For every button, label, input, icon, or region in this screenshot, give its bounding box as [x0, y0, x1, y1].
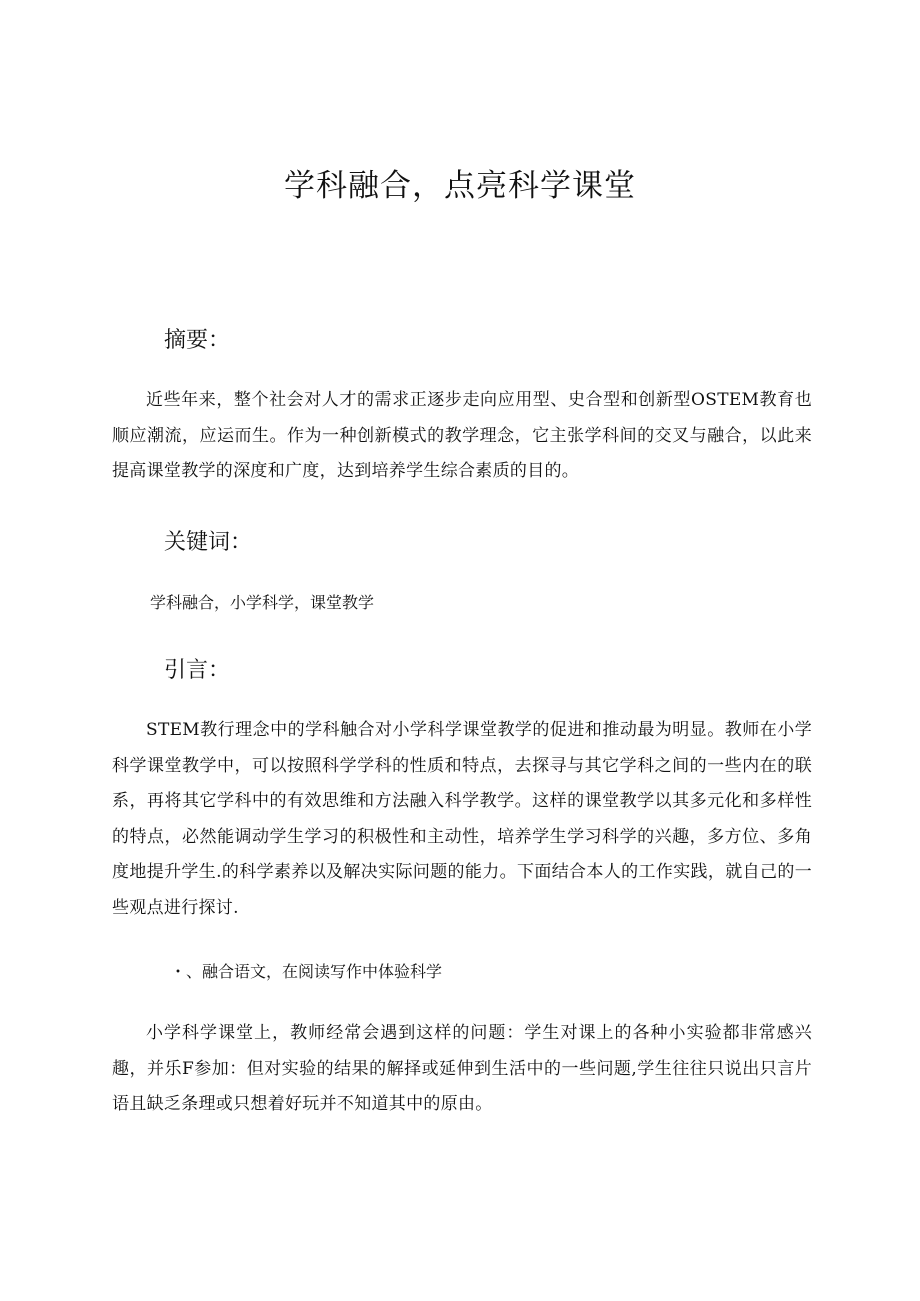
keywords-heading: 关键词：: [164, 530, 253, 555]
intro-paragraph: STEM教行理念中的学科触合对小学科学课堂教学的促进和推动最为明显。教师在小学科学课堂教学中，可以按照科学学科的性质和特点，去探寻与其它学科之间的一些内在的联系，再将其它学科中的有效思维和方法融入科学教学。这样的课堂教学以其多元化和多样性的特点，必然能调动学生学习的积极性和主动性，培养学生学习科学的兴趣，多方位、多角度地提升学生.的科学素养以及解决实际问题的能力。下面结合本人的工作实践，就自己的一些观点进行探讨.: [112, 720, 812, 918]
section-paragraph: 小学科学课堂上，教师经常会遇到这样的问题：学生对课上的各种小实验都非常感兴趣，并乐F参加：但对实验的结果的解择或延伸到生活中的一些问题,学生往往只说出只言片语且缺乏条理或只想着好玩并不知道其中的原由。: [112, 1023, 812, 1114]
keywords-text: 学科融合，小学科学，课堂教学: [150, 593, 375, 612]
abstract-paragraph: 近些年来，整个社会对人才的需求正逐步走向应用型、史合型和创新型OSTEM教育也顺应潮流，应运而生。作为一种创新模式的教学理念，它主张学科间的交叉与融合，以此来提高课堂教学的深度和广度，达到培养学生综合素质的目的。: [112, 390, 812, 481]
section-heading: ・、融合语文，在阅读写作中体验科学: [170, 962, 443, 981]
abstract-heading: 摘要：: [164, 328, 231, 353]
document-title: 学科融合，点亮科学课堂: [284, 168, 636, 204]
intro-heading: 引言：: [164, 658, 231, 683]
